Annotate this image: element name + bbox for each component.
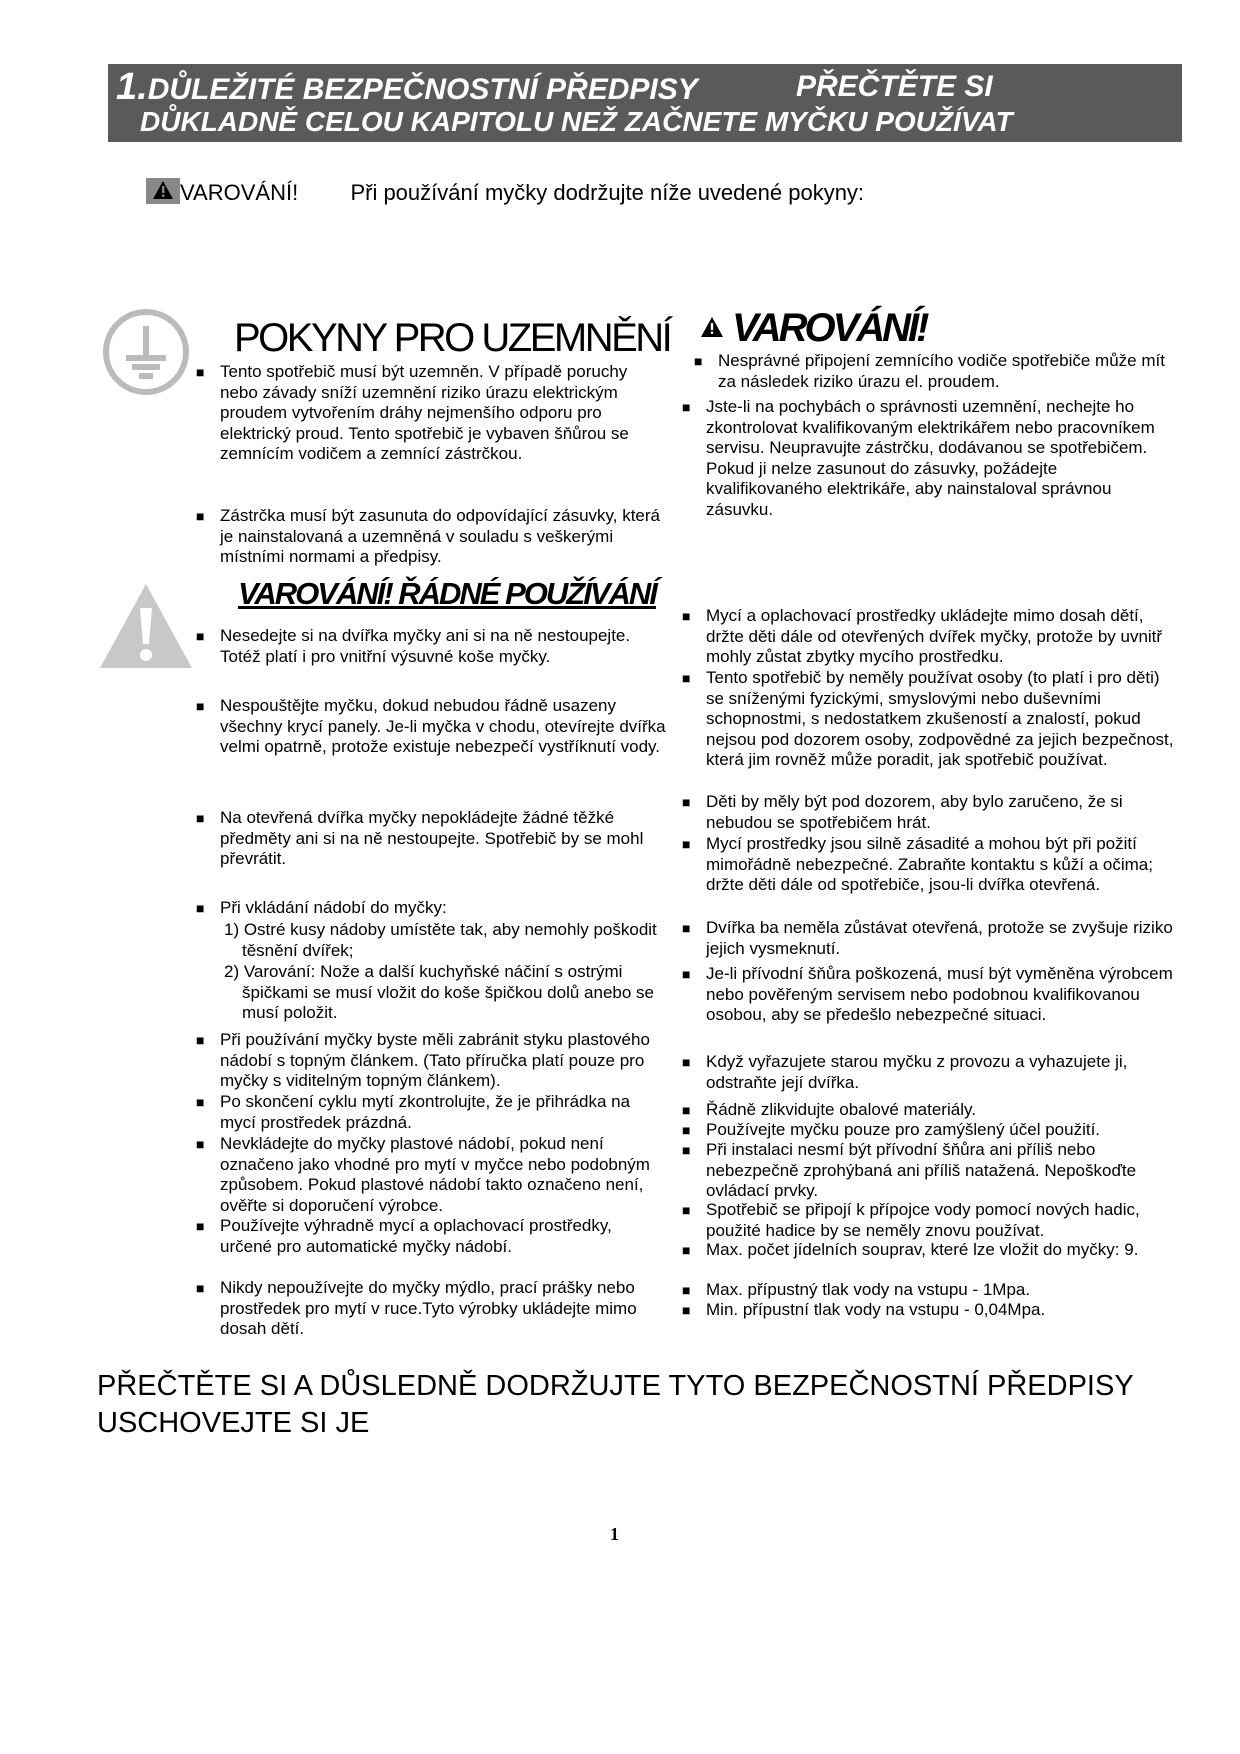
use-item-text: Nespouštějte myčku, dokud nebudou řádně usazeny všechny krycí panely. Je-li myčka v chodu, otevírejte dvířka velmi opatrně, protože existuje nebezpečí vystříknutí vody. xyxy=(220,696,666,756)
use-subitem: 2) Varování: Nože a další kuchyňské náčiní s ostrými špičkami se musí vložit do koše špičkou dolů anebo se musí položit. xyxy=(224,962,654,1022)
use-item xyxy=(682,1300,1182,1321)
use-item-text: Mycí prostředky jsou silně zásadité a mohou být při požití mimořádně nebezpečné. Zabraňte kontaktu s kůží a očima; držte děti dále od spotřebiče, jsou-li dvířka otevřená. xyxy=(706,834,1153,894)
caution-triangle-icon xyxy=(96,580,196,672)
use-item xyxy=(196,898,666,919)
use-item-text: Po skončení cyklu mytí zkontrolujte, že je přihrádka na mycí prostředek prázdná. xyxy=(220,1092,631,1132)
grounding-item-text: Tento spotřebič musí být uzemněn. V případě poruchy nebo závady sníží uzemnění riziko úrazu elektrickým proudem vytvořením dráhy nejmenšího odporu pro elektrický proud. Tento spotřebič je vybaven šňůrou se zemnícím vodičem a zemnící zástrčkou. xyxy=(220,362,629,463)
use-item-text: Max. počet jídelních souprav, které lze vložit do myčky: 9. xyxy=(706,1240,1139,1259)
use-subitem: 1) Ostré kusy nádoby umístěte tak, aby nemohly poškodit těsnění dvířek; xyxy=(224,920,657,960)
grounding-item xyxy=(196,362,666,465)
warning-intro-text: Při používání myčky dodržujte níže uvedené pokyny: xyxy=(350,180,865,205)
use-item-text: Děti by měly být pod dozorem, aby bylo zaručeno, že si nebudou se spotřebičem hrát. xyxy=(706,792,1123,832)
use-item xyxy=(682,1100,1182,1121)
bullet-icon: ■ xyxy=(196,1280,205,1296)
title-line-2: DŮKLADNĚ CELOU KAPITOLU NEŽ ZAČNETE MYČKU POUŽÍVAT xyxy=(140,106,1013,137)
use-item-text: Na otevřená dvířka myčky nepokládejte žádné těžké předměty ani si na ně nestoupejte. Spotřebič by se mohl převrátit. xyxy=(220,808,644,868)
warning-intro-label: VAROVÁNÍ! xyxy=(180,180,299,205)
page-number: 1 xyxy=(610,1524,619,1544)
use-item-text: Nesedejte si na dvířka myčky ani si na ně nestoupejte. Totéž platí i pro vnitřní výsuvné koše myčky. xyxy=(220,626,631,666)
use-item xyxy=(196,1278,666,1340)
bullet-icon: ■ xyxy=(682,966,691,982)
use-item-text: Při instalaci nesmí být přívodní šňůra ani příliš nebo nebezpečně zprohýbaná ani příliš natažená. Nepoškoďte ovládací prvky. xyxy=(706,1140,1137,1200)
use-item-text: Spotřebič se připojí k přípojce vody pomocí nových hadic, použité hadice by se neměly znovu používat. xyxy=(706,1200,1140,1240)
use-item xyxy=(196,696,666,758)
use-item xyxy=(682,668,1182,771)
use-item xyxy=(196,1134,666,1216)
section-number: 1. xyxy=(116,66,148,108)
warning-heading: VAROVÁNÍ! xyxy=(732,306,927,350)
bullet-icon: ■ xyxy=(682,1122,691,1138)
use-item xyxy=(196,1092,666,1133)
bullet-icon: ■ xyxy=(196,364,205,380)
use-item xyxy=(682,1280,1182,1301)
title-bar xyxy=(108,64,1182,142)
bullet-icon: ■ xyxy=(694,353,703,369)
use-item xyxy=(682,1140,1182,1202)
footer-line-2: USCHOVEJTE SI JE xyxy=(97,1407,370,1439)
bullet-icon: ■ xyxy=(196,1218,205,1234)
title-read-label: PŘEČTĚTE SI xyxy=(796,70,993,103)
footer-line-1: PŘEČTĚTE SI A DŮSLEDNĚ DODRŽUJTE TYTO BEZPEČNOSTNÍ PŘEDPISY xyxy=(97,1370,1134,1402)
use-item-text: Nevkládejte do myčky plastové nádobí, pokud není označeno jako vhodné pro mytí v myčce nebo podobným způsobem. Pokud plastové nádobí takto označeno není, ověřte si doporučení výrobce. xyxy=(220,1134,650,1215)
use-item-text: Je-li přívodní šňůra poškozená, musí být vyměněna výrobcem nebo pověřeným servisem nebo podobnou kvalifikovanou osobou, aby se předešlo nebezpečné situaci. xyxy=(706,964,1173,1024)
bullet-icon: ■ xyxy=(196,698,205,714)
bullet-icon: ■ xyxy=(196,508,205,524)
grounding-item-text: Zástrčka musí být zasunuta do odpovídající zásuvky, která je nainstalovaná a uzemněná v souladu s veškerými místními normami a předpisy. xyxy=(220,506,660,566)
warning-item-text: Nesprávné připojení zemnícího vodiče spotřebiče může mít za následek riziko úrazu el. proudem. xyxy=(718,351,1165,391)
bullet-icon: ■ xyxy=(682,836,691,852)
use-item-text: Řádně zlikvidujte obalové materiály. xyxy=(706,1100,976,1119)
bullet-icon: ■ xyxy=(682,794,691,810)
footer-note xyxy=(97,1368,1134,1442)
bullet-icon: ■ xyxy=(196,628,205,644)
bullet-icon: ■ xyxy=(196,1136,205,1152)
warning-triangle-icon xyxy=(700,316,724,338)
bullet-icon: ■ xyxy=(682,670,691,686)
use-item xyxy=(682,1240,1182,1261)
use-item-text: Max. přípustný tlak vody na vstupu - 1Mpa. xyxy=(706,1280,1031,1299)
section-title: DŮLEŽITÉ BEZPEČNOSTNÍ PŘEDPISY xyxy=(147,73,698,106)
use-item-text: Dvířka ba neměla zůstávat otevřená, protože se zvyšuje riziko jejich vysmeknutí. xyxy=(706,918,1173,958)
use-item xyxy=(682,918,1182,959)
bullet-icon: ■ xyxy=(682,1242,691,1258)
use-item-text: Používejte výhradně mycí a oplachovací prostředky, určené pro automatické myčky nádobí. xyxy=(220,1216,612,1256)
bullet-icon: ■ xyxy=(682,1142,691,1158)
bullet-icon: ■ xyxy=(196,1032,205,1048)
bullet-icon: ■ xyxy=(682,1202,691,1218)
bullet-icon: ■ xyxy=(682,1282,691,1298)
use-item-text: Mycí a oplachovací prostředky ukládejte mimo dosah dětí, držte děti dále od otevřených dvířek myčky, protože by uvnitř mohly zůstat zbytky mycího prostředku. xyxy=(706,606,1163,666)
use-item xyxy=(196,808,666,870)
use-item xyxy=(682,834,1182,896)
use-item xyxy=(196,1216,666,1257)
warning-item xyxy=(694,351,1174,392)
bullet-icon: ■ xyxy=(196,1094,205,1110)
use-item xyxy=(682,1200,1182,1241)
bullet-icon: ■ xyxy=(196,810,205,826)
use-item-text: Když vyřazujete starou myčku z provozu a vyhazujete ji, odstraňte její dvířka. xyxy=(706,1052,1128,1092)
use-item-text: Při vkládání nádobí do myčky: xyxy=(220,898,447,917)
bullet-icon: ■ xyxy=(682,920,691,936)
bullet-icon: ■ xyxy=(682,1302,691,1318)
grounding-heading: POKYNY PRO UZEMNĚNÍ xyxy=(234,316,671,360)
bullet-icon: ■ xyxy=(682,608,691,624)
use-item-text: Tento spotřebič by neměly používat osoby (to platí i pro děti) se sníženými fyzickými, smyslovými nebo duševními schopnostmi, s nedostatkem zkušeností a znalostí, pokud nejsou pod dozorem osoby, zodpovědné za jejich bezpečnost, která jim rovněž může poradit, jak spotřebič používat. xyxy=(706,668,1174,769)
bullet-icon: ■ xyxy=(682,1102,691,1118)
warning-intro xyxy=(146,178,864,206)
use-item xyxy=(682,1052,1182,1093)
proper-use-heading: VAROVÁNÍ! ŘÁDNÉ POUŽÍVÁNÍ xyxy=(238,576,656,611)
bullet-icon: ■ xyxy=(682,399,691,415)
use-item-text: Při používání myčky byste měli zabránit styku plastového nádobí s topným článkem. (Tato příručka platí pouze pro myčky s viditelným topným článkem). xyxy=(220,1030,650,1090)
use-item-text: Nikdy nepoužívejte do myčky mýdlo, prací prášky nebo prostředek pro mytí v ruce.Tyto výrobky ukládejte mimo dosah dětí. xyxy=(220,1278,637,1338)
use-item-text: Používejte myčku pouze pro zamýšlený účel použití. xyxy=(706,1120,1101,1139)
grounding-item xyxy=(196,506,666,568)
bullet-icon: ■ xyxy=(196,900,205,916)
warning-triangle-icon xyxy=(146,178,180,204)
warning-item-text: Jste-li na pochybách o správnosti uzemnění, nechejte ho zkontrolovat kvalifikovaným elektrikářem nebo pracovníkem servisu. Neupravujte zástrčku, dodávanou se spotřebičem. Pokud ji nelze zasunout do zásuvky, požádejte kvalifikovaného elektrikáře, aby nainstaloval správnou zásuvku. xyxy=(706,397,1155,519)
warning-item xyxy=(682,397,1174,520)
title-line-1 xyxy=(116,66,993,109)
use-item xyxy=(682,792,1182,833)
ground-symbol-icon xyxy=(102,308,190,396)
bullet-icon: ■ xyxy=(682,1054,691,1070)
use-item xyxy=(196,1030,666,1092)
use-item xyxy=(682,1120,1182,1141)
use-item-text: Min. přípustní tlak vody na vstupu - 0,04Mpa. xyxy=(706,1300,1046,1319)
use-item xyxy=(682,964,1182,1026)
use-item xyxy=(196,626,666,667)
use-item xyxy=(682,606,1182,668)
